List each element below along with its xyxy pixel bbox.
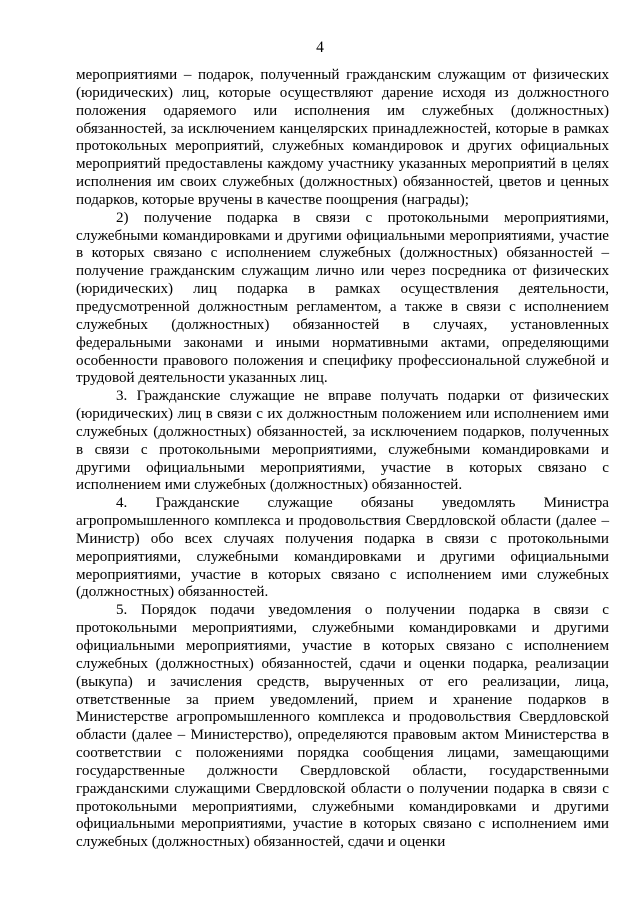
paragraph-item-2: 2) получение подарка в связи с протокольными мероприятиями, служебными командировками и другими официальными мероприятиями, участие в которых связано с исполнением служебных (должностных) обязанностей – получение гражданским служащим лично или через посредника от физических (юридических) лиц подарка в рамках осуществления деятельности, предусмотренной должностным регламентом, а также в связи с исполнением служебных (должностных) обязанностей в случаях, установленных федеральными законами и иными нормативными актами, определяющими особенности правового положения и специфику профессиональной служебной и трудовой деятельности указанных лиц. (76, 209, 609, 387)
paragraph-item-3: 3. Гражданские служащие не вправе получать подарки от физических (юридических) лиц в связи с их должностным положением или исполнением ими служебных (должностных) обязанностей, за исключением подарков, полученных в связи с протокольными мероприятиями, служебными командировками и другими официальными мероприятиями, участие в которых связано с исполнением ими служебных (должностных) обязанностей. (76, 388, 609, 494)
page-number: 4 (316, 39, 324, 56)
paragraph-item-4: 4. Гражданские служащие обязаны уведомлять Министра агропромышленного комплекса и продовольствия Свердловской области (далее – Министр) обо всех случаях получения подарка в связи с протокольными мероприятиями, служебными командировками и другими официальными мероприятиями, участие в которых связано с исполнением ими служебных (должностных) обязанностей. (76, 495, 609, 601)
paragraph-item-5: 5. Порядок подачи уведомления о получении подарка в связи с протокольными мероприятиями, служебными командировками и другими официальными мероприятиями, участие в которых связано с исполнением служебных (должностных) обязанностей, сдачи и оценки подарка, реализации (выкупа) и зачисления средств, вырученных от его реализации, лица, ответственные за прием уведомлений, прием и хранение подарков в Министерстве агропромышленного комплекса и продовольствия Свердловской области (далее – Министерство), определяются правовым актом Министерства в соответствии с положениями порядка сообщения лицами, замещающими государственные должности Свердловской области, государственными гражданскими служащими Свердловской области о получении подарка в связи с протокольными мероприятиями, служебными командировками и другими официальными мероприятиями, участие в которых связано с исполнением ими служебных (должностных) обязанностей, сдачи и оценки (76, 602, 609, 851)
paragraph-continuation: мероприятиями – подарок, полученный гражданским служащим от физических (юридических) лиц, которые осуществляют дарение исходя из должностного положения одаряемого или исполнения им служебных (должностных) обязанностей, за исключением канцелярских принадлежностей, которые в рамках протокольных мероприятий, служебных командировок и других официальных мероприятий предоставлены каждому участнику указанных мероприятий в целях исполнения им своих служебных (должностных) обязанностей, цветов и ценных подарков, которые вручены в качестве поощрения (награды); (76, 67, 609, 208)
document-body (76, 67, 609, 852)
